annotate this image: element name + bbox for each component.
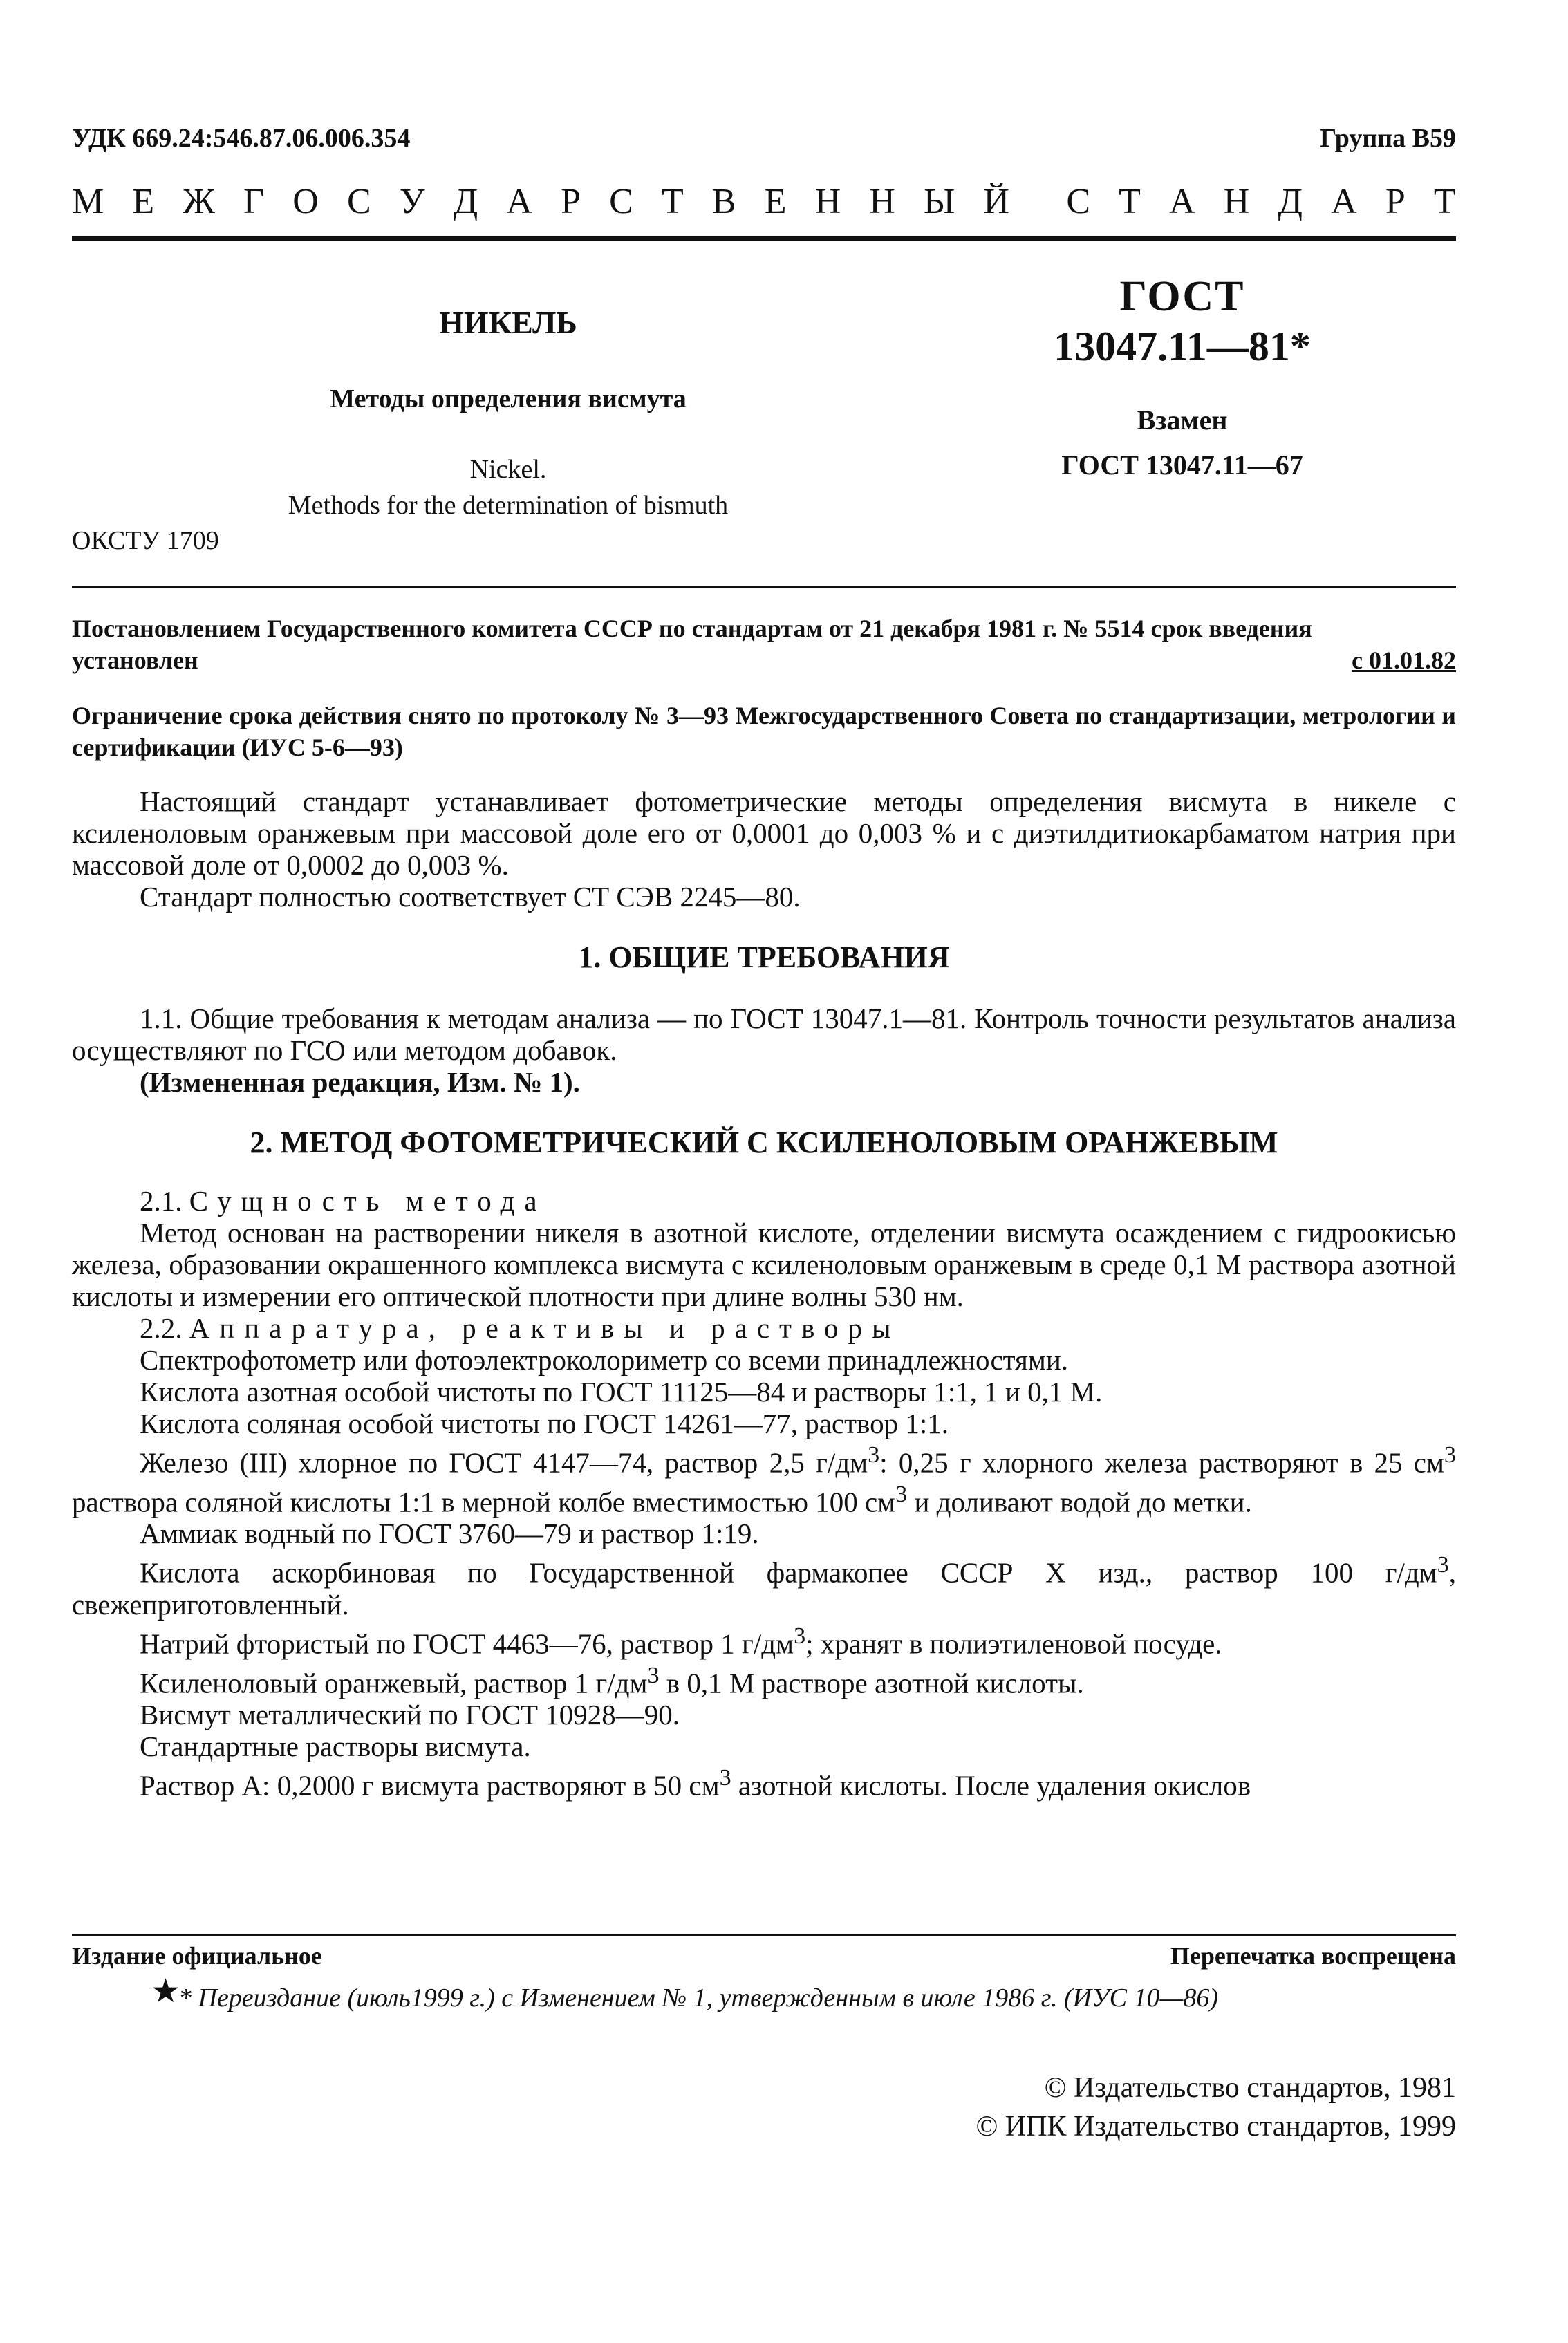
list-item: Кислота азотная особой чистоты по ГОСТ 11125—84 и растворы 1:1, 1 и 0,1 М. [140, 1376, 1103, 1408]
standard-solutions-item: Стандартные растворы висмута. [140, 1730, 531, 1763]
xylenol-text-a: Ксиленоловый оранжевый, раствор 1 г/дм [140, 1667, 648, 1699]
banner-letter: Н [814, 182, 841, 221]
banner-letter: Е [764, 182, 787, 221]
reissue-note: * Переиздание (июль1999 г.) с Изменением № 1, утвержденным в июле 1986 г. (ИУС 10—86) [178, 1983, 1218, 2013]
decree-text [72, 613, 1456, 676]
section-2-2-label: Аппаратура, реактивы и растворы [189, 1312, 901, 1344]
okstu-code: ОКСТУ 1709 [72, 526, 219, 555]
iron-text-b: : 0,25 г хлорного железа растворяют в 25 см [879, 1446, 1444, 1479]
decree-effective-date: с 01.01.82 [1352, 646, 1456, 674]
udk-code: УДК 669.24:546.87.06.006.354 [72, 124, 411, 153]
banner-letter: М [72, 182, 104, 221]
okstu-divider [72, 586, 1456, 588]
banner-letter: Н [1223, 182, 1250, 221]
banner-letter: Е [132, 182, 155, 221]
section-2-1-text: Метод основан на растворении никеля в азотной кислоте, отделении висмута осаждением с гидроокисью железа, образовании окрашенного комплекса висмута с ксиленоловым оранжевым в среде 0,1 М раствора азотной кислоты и измерении его оптической плотности при длине волны 530 нм. [72, 1217, 1456, 1312]
banner-letter: С [609, 182, 633, 221]
xylenol-text-b: в 0,1 М растворе азотной кислоты. [659, 1667, 1084, 1699]
bismuth-metal-item: Висмут металлический по ГОСТ 10928—90. [140, 1699, 680, 1731]
banner-letter: Д [1278, 182, 1303, 221]
list-item: Спектрофотометр или фотоэлектроколориметр со всеми принадлежностями. [140, 1344, 1069, 1376]
section-2-2-number: 2.2. [140, 1312, 183, 1344]
ascorbic-text-a: Кислота аскорбиновая по Государственной фармакопее СССР Х изд., раствор 100 г/дм [140, 1556, 1437, 1589]
header-divider [72, 236, 1456, 241]
intro-compliance: Стандарт полностью соответствует СТ СЭВ 2245—80. [140, 881, 801, 913]
document-body [72, 785, 1456, 1802]
banner-letter: Д [453, 182, 478, 221]
solution-a-item [72, 1762, 1456, 1802]
section-2-1-title [72, 1185, 1456, 1217]
gost-label: ГОСТ [1119, 273, 1245, 320]
superscript: 3 [719, 1765, 731, 1791]
copyright-1981: © Издательство стандартов, 1981 [1044, 2072, 1456, 2104]
banner-letter: Ж [183, 182, 215, 221]
document-title: НИКЕЛЬ [439, 305, 577, 340]
interstate-standard-banner [72, 181, 1456, 222]
superscript: 3 [1437, 1552, 1449, 1578]
sodium-text-a: Натрий фтористый по ГОСТ 4463—76, раствор 1 г/дм [140, 1627, 794, 1660]
section-1-amendment: (Измененная редакция, Изм. № 1). [140, 1066, 580, 1098]
banner-letter: В [711, 182, 736, 221]
ascorbic-text-b: , свежеприготовленный. [72, 1556, 1456, 1621]
superscript: 3 [895, 1481, 908, 1507]
star-icon: ★ [151, 1973, 181, 2010]
solution-a-text-a: Раствор А: 0,2000 г висмута растворяют в 50 см [140, 1769, 720, 1802]
solution-a-text-b: азотной кислоты. После удаления окислов [731, 1769, 1251, 1802]
decree-line1: Постановлением Государственного комитета СССР по стандартам от 21 декабря 1981 г. № 5514 срок введения [72, 615, 1312, 642]
banner-letter: Р [561, 182, 581, 221]
title-block [166, 290, 850, 521]
banner-letter: Г [243, 182, 265, 221]
banner-letter: Т [1119, 182, 1141, 221]
superscript: 3 [794, 1623, 806, 1649]
document-subtitle: Методы определения висмута [330, 384, 687, 413]
section-2-1-number: 2.1. [140, 1185, 183, 1217]
superscript: 3 [647, 1662, 660, 1688]
xylenol-orange-item [72, 1660, 1456, 1699]
sodium-text-b: ; хранят в полиэтиленовой посуде. [805, 1627, 1222, 1660]
english-subtitle: Methods for the determination of bismuth [288, 491, 729, 520]
ammonia-item: Аммиак водный по ГОСТ 3760—79 и раствор 1:19. [140, 1518, 759, 1550]
section-2-1-label: Сущность метода [189, 1185, 547, 1217]
section-1-1-text: 1.1. Общие требования к методам анализа — по ГОСТ 13047.1—81. Контроль точности результатов анализа осуществляют по ГСО или методом добавок. [72, 1002, 1456, 1066]
validity-limit-note: Ограничение срока действия снято по протоколу № 3—93 Межгосударственного Совета по стандартизации, метрологии и сертификации (ИУС 5-6—93) [72, 702, 1456, 761]
superscript: 3 [868, 1442, 880, 1468]
group-code: Группа В59 [1319, 124, 1456, 153]
reprint-prohibited-label: Перепечатка воспрещена [1170, 1942, 1456, 1970]
iron-chloride-item [72, 1439, 1456, 1518]
section-1-heading: 1. ОБЩИЕ ТРЕБОВАНИЯ [578, 940, 950, 974]
official-edition-label: Издание официальное [72, 1942, 322, 1970]
banner-letter: О [292, 182, 319, 221]
gost-number: 13047.11—81* [1054, 324, 1311, 369]
english-title: Nickel. [469, 455, 547, 484]
banner-letter: А [506, 182, 532, 221]
banner-letter: Н [869, 182, 895, 221]
section-2-heading: 2. МЕТОД ФОТОМЕТРИЧЕСКИЙ С КСИЛЕНОЛОВЫМ ОРАНЖЕВЫМ [250, 1126, 1278, 1159]
banner-letter: Р [1385, 182, 1406, 221]
banner-letter: У [399, 182, 425, 221]
section-2-2-title [72, 1312, 1456, 1344]
list-item: Кислота соляная особой чистоты по ГОСТ 14261—77, раствор 1:1. [140, 1408, 949, 1439]
replaces-label: Взамен [1137, 404, 1228, 436]
banner-letter: А [1169, 182, 1195, 221]
banner-letter: Т [661, 182, 684, 221]
footer-divider [72, 1934, 1456, 1936]
decree-established: установлен [72, 646, 198, 674]
superscript: 3 [1444, 1442, 1456, 1468]
banner-letter: С [346, 182, 371, 221]
banner-letter: Т [1433, 182, 1456, 221]
iron-text-c: раствора соляной кислоты 1:1 в мерной колбе вместимостью 100 см [72, 1486, 896, 1518]
copyright-1999: © ИПК Издательство стандартов, 1999 [976, 2111, 1456, 2143]
sodium-fluoride-item [72, 1621, 1456, 1660]
intro-paragraph: Настоящий стандарт устанавливает фотометрические методы определения висмута в никеле с ксиленоловым оранжевым при массовой доле его от 0,0001 до 0,003 % и с диэтилдитиокарбаматом натрия при массовой доле от 0,0002 до 0,003 %. [72, 785, 1456, 881]
iron-text-a: Железо (III) хлорное по ГОСТ 4147—74, раствор 2,5 г/дм [140, 1446, 868, 1479]
banner-letter: Й [983, 182, 1010, 221]
banner-letter: А [1331, 182, 1357, 221]
banner-letter: С [1066, 182, 1091, 221]
replaces-number: ГОСТ 13047.11—67 [1061, 449, 1303, 480]
gost-block [989, 272, 1376, 481]
banner-letter: Ы [924, 182, 955, 221]
ascorbic-acid-item [72, 1549, 1456, 1621]
decree-line2 [72, 644, 1456, 676]
iron-text-d: и доливают водой до метки. [907, 1486, 1252, 1518]
